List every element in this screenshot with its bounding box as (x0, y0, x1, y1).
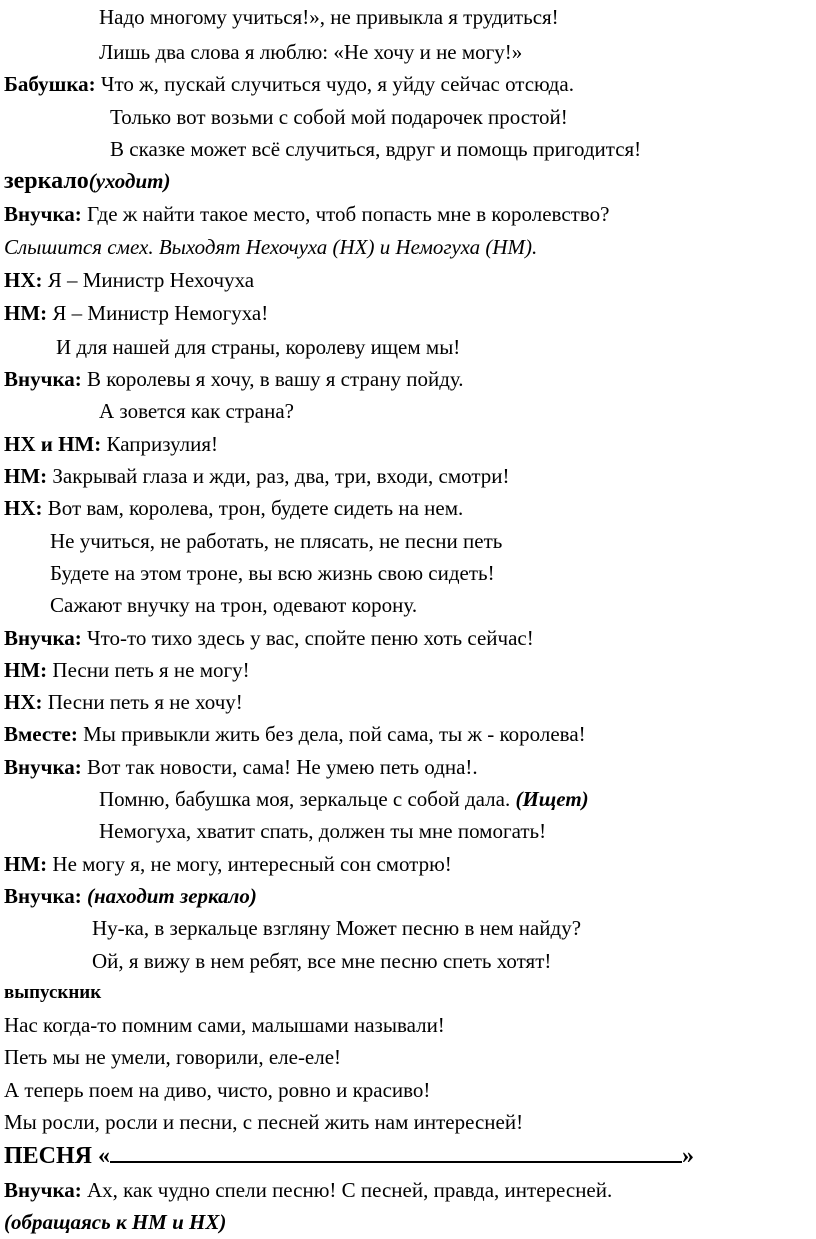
speaker-name: Бабушка: (4, 72, 96, 96)
speaker-name: Внучка: (4, 626, 82, 650)
verse-line: А зовется как страна? (99, 399, 294, 423)
verse-line: Немогуха, хватит спать, должен ты мне помогать! (99, 819, 547, 843)
speaker-name: НХ: (4, 496, 43, 520)
dialogue-line: НМ: Закрывай глаза и жди, раз, два, три, входи, смотри! (4, 464, 510, 488)
verse-line: Ну-ка, в зеркальце взгляну Может песню в нем найду? (92, 916, 582, 940)
speaker-name: НМ: (4, 658, 48, 682)
dialogue-line: НХ и НМ: Капризулия! (4, 432, 219, 456)
speaker-name: Внучка: (4, 1178, 82, 1202)
stage-direction: Слышится смех. Выходят Нехочуха (НХ) и Немогуха (НМ). (4, 235, 538, 259)
dialogue-line: Вместе: Мы привыкли жить без дела, пой сама, ты ж - королева! (4, 722, 586, 746)
verse-line: Мы росли, росли и песни, с песней жить нам интересней! (4, 1110, 524, 1134)
dialogue-line: Внучка: Что-то тихо здесь у вас, спойте пеню хоть сейчас! (4, 626, 534, 650)
speaker-name: НХ: (4, 690, 43, 714)
dialogue-line: Бабушка: Что ж, пускай случиться чудо, я уйду сейчас отсюда. (4, 72, 574, 96)
verse-line: Будете на этом троне, вы всю жизнь свою сидеть! (50, 561, 495, 585)
stage-direction: (обращаясь к НМ и НХ) (4, 1210, 227, 1234)
speaker-name: Внучка: (4, 367, 82, 391)
verse-line: Петь мы не умели, говорили, еле-еле! (4, 1045, 342, 1069)
speaker-name: НМ: (4, 852, 48, 876)
dialogue-line: НМ: Не могу я, не могу, интересный сон смотрю! (4, 852, 452, 876)
verse-line: Нас когда-то помним сами, малышами называли! (4, 1013, 445, 1037)
speaker-name: зеркало (4, 168, 89, 194)
song-heading: ПЕСНЯ « » (4, 1143, 695, 1169)
stage-direction: (уходит) (88, 169, 171, 193)
speaker-name: НМ: (4, 301, 48, 325)
verse-line: Лишь два слова я люблю: «Не хочу и не могу!» (99, 40, 523, 64)
dialogue-line: НХ: Я – Министр Нехочуха (4, 268, 255, 292)
verse-line: Не учиться, не работать, не плясать, не песни петь (50, 529, 503, 553)
speaker-name: Внучка: (4, 755, 82, 779)
verse-line: Только вот возьми с собой мой подарочек простой! (110, 105, 568, 129)
section-heading: выпускник (4, 982, 102, 1003)
speaker-name: НХ и НМ: (4, 432, 102, 456)
verse-line: В сказке может всё случиться, вдруг и помощь пригодится! (110, 137, 642, 161)
dialogue-line: НХ: Песни петь я не хочу! (4, 690, 243, 714)
dialogue-line: Внучка: Где ж найти такое место, чтоб попасть мне в королевство? (4, 202, 610, 226)
speaker-name: Внучка: (4, 884, 82, 908)
speaker-name: НХ: (4, 268, 43, 292)
dialogue-line: Внучка: В королевы я хочу, в вашу я страну пойду. (4, 367, 464, 391)
verse-line: Надо многому учиться!», не привыкла я трудиться! (99, 5, 559, 29)
verse-line: А теперь поем на диво, чисто, ровно и красиво! (4, 1078, 431, 1102)
speaker-name: Внучка: (4, 202, 82, 226)
dialogue-line: Внучка: Ах, как чудно спели песню! С песней, правда, интересней. (4, 1178, 613, 1202)
verse-line: Помню, бабушка моя, зеркальце с собой дала. (Ищет) (99, 787, 589, 811)
song-title-blank (110, 1141, 682, 1163)
stage-direction: (находит зеркало) (81, 884, 257, 908)
speaker-name: НМ: (4, 464, 48, 488)
stage-direction: (Ищет) (515, 787, 589, 811)
dialogue-line: НХ: Вот вам, королева, трон, будете сидеть на нем. (4, 496, 464, 520)
verse-line: Ой, я вижу в нем ребят, все мне песню спеть хотят! (92, 949, 552, 973)
verse-line: Сажают внучку на трон, одевают корону. (50, 593, 418, 617)
dialogue-line: Внучка: Вот так новости, сама! Не умею петь одна!. (4, 755, 478, 779)
verse-line: И для нашей для страны, королеву ищем мы! (56, 335, 461, 359)
dialogue-line: НМ: Песни петь я не могу! (4, 658, 250, 682)
stage-line (4, 168, 170, 194)
dialogue-line (4, 883, 257, 909)
speaker-name: Вместе: (4, 722, 78, 746)
dialogue-line: НМ: Я – Министр Немогуха! (4, 301, 269, 325)
